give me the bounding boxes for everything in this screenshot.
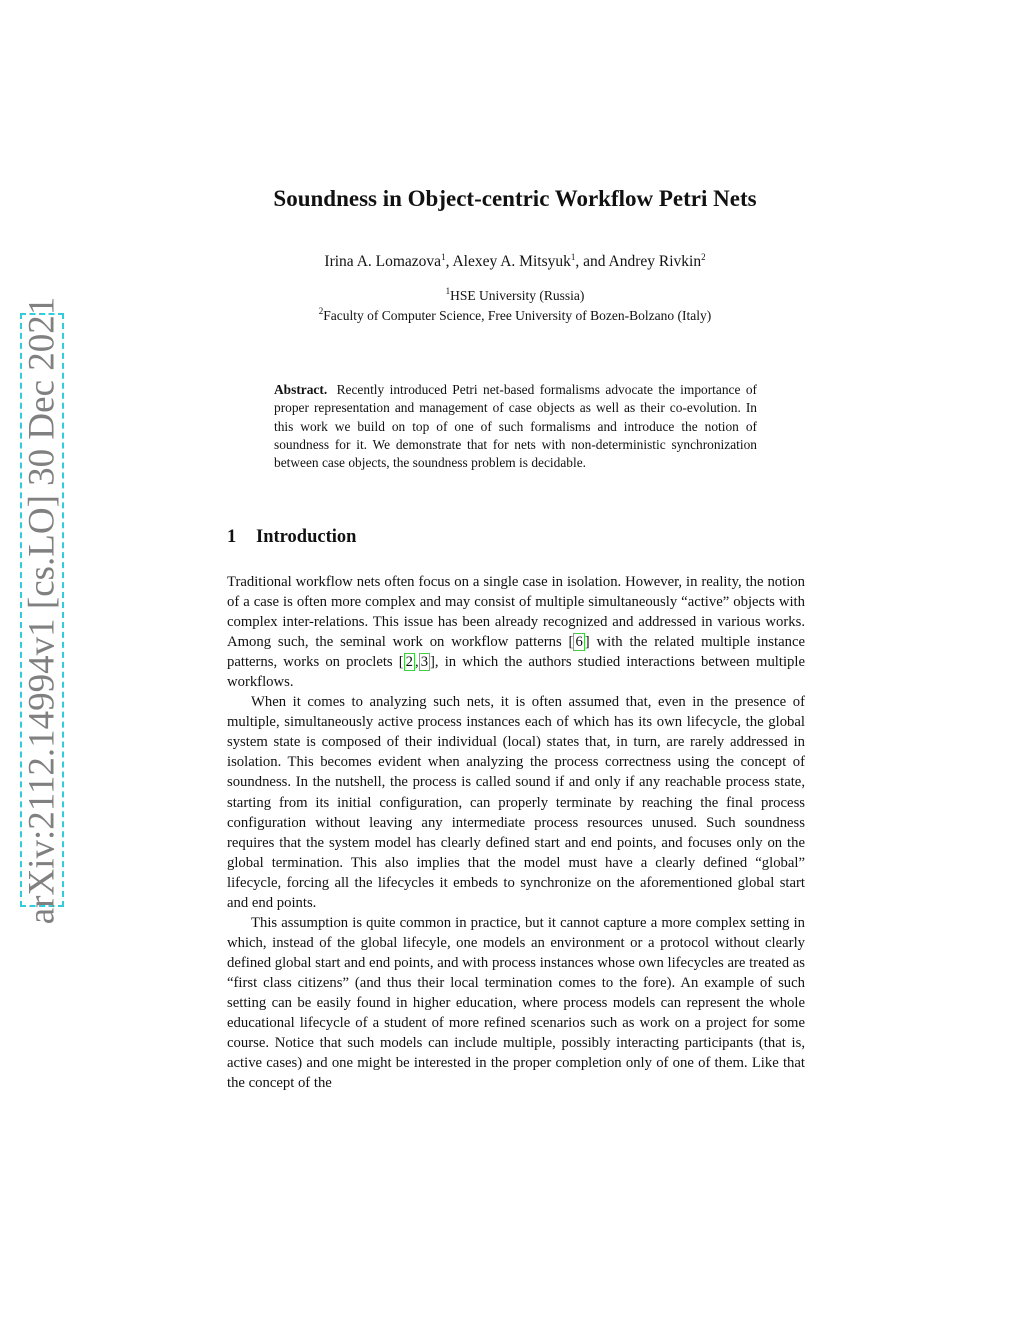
author-name: , and Andrey Rivkin xyxy=(575,253,702,270)
abstract-text: Recently introduced Petri net-based formalisms advocate the importance of proper representation and management of case objects as well as their co-evolution. In this work we build on top of one of such formalisms and introduce the notion of soundness for it. We demonstrate that for nets with non-deterministic synchronization between case objects, the soundness problem is decidable. xyxy=(274,382,757,471)
affiliation-text: Faculty of Computer Science, Free University of Bozen-Bolzano (Italy) xyxy=(323,308,712,323)
author-list xyxy=(0,253,1024,271)
arxiv-stamp xyxy=(20,296,64,924)
paragraph-3: This assumption is quite common in practice, but it cannot capture a more complex setting in which, instead of the global lifecyle, one models an environment or a protocol without clearly defined global start and end points, and with process instances whose own lifecycles are treated as “first class citizens” (and thus their local termination comes to the fore). An example of such setting can be easily found in higher education, where process models can represent the whole educational lifecycle of a student of more refined scenarios such as work on a project for some course. Notice that such models can include multiple, possibly interacting participants (that is, active cases) and one might be interested in the proper completion only of one of them. Like that the concept of the xyxy=(227,914,805,1092)
section-number: 1 xyxy=(227,527,237,547)
arxiv-identifier: arXiv:2112.14994v1 [cs.LO] 30 Dec 2021 xyxy=(21,296,63,924)
section-title: Introduction xyxy=(256,527,357,547)
paragraph-2: When it comes to analyzing such nets, it is often assumed that, even in the presence of multiple, simultaneously active process instances each of which has its own lifecycle, the global system state is composed of their individual (local) states that, in turn, are rarely addressed in isolation. This becomes evident when analyzing the process correctness using the concept of soundness. In the nutshell, the process is called sound if and only if any reachable process state, starting from its initial configuration, can properly terminate by reaching the final process configuration without leaving any intermediate process resources unused. Such soundness requires that the system model has clearly defined start and end points, and focuses only on the global termination. This also implies that the model must have a clearly defined “global” lifecycle, forcing all the lifecycles it embeds to synchronize on the aforementioned global start and end points. xyxy=(227,694,805,911)
author-name: Irina A. Lomazova xyxy=(324,253,442,270)
affiliation-1 xyxy=(0,288,1024,304)
affiliation-text: HSE University (Russia) xyxy=(450,288,585,303)
paragraph-1 xyxy=(227,572,805,692)
body-text xyxy=(227,572,805,1093)
affiliation-marker: 2 xyxy=(318,306,324,316)
abstract xyxy=(274,381,757,472)
paper-title: Soundness in Object-centric Workflow Petri Nets xyxy=(273,186,757,211)
paragraph-text: ] with the related multiple instance patterns, works on proclets [ xyxy=(227,634,805,671)
paragraph-text: Traditional workflow nets often focus on a single case in isolation. However, in reality, the notion of a case is often more complex and may consist of multiple simultaneously “active” objects with complex inter-relations. This issue has been already recognized and addressed in various works. Among such, the seminal work on workflow patterns [ xyxy=(227,574,805,651)
citation-link[interactable]: 2 xyxy=(405,654,414,671)
author-name: , Alexey A. Mitsyuk xyxy=(445,253,571,270)
affiliation-marker: 2 xyxy=(701,252,706,262)
section-heading xyxy=(227,527,356,548)
affiliation-marker: 1 xyxy=(570,252,576,262)
citation-link[interactable]: 3 xyxy=(420,654,429,671)
citation-separator: , xyxy=(415,654,419,671)
abstract-label: Abstract. xyxy=(274,382,328,397)
citation-link[interactable]: 6 xyxy=(575,634,583,651)
paragraph-text: ], in which the authors studied interactions between multiple workflows. xyxy=(227,654,805,691)
affiliation-2 xyxy=(0,308,1024,324)
affiliation-marker: 1 xyxy=(441,252,446,262)
affiliation-marker: 1 xyxy=(445,286,451,296)
